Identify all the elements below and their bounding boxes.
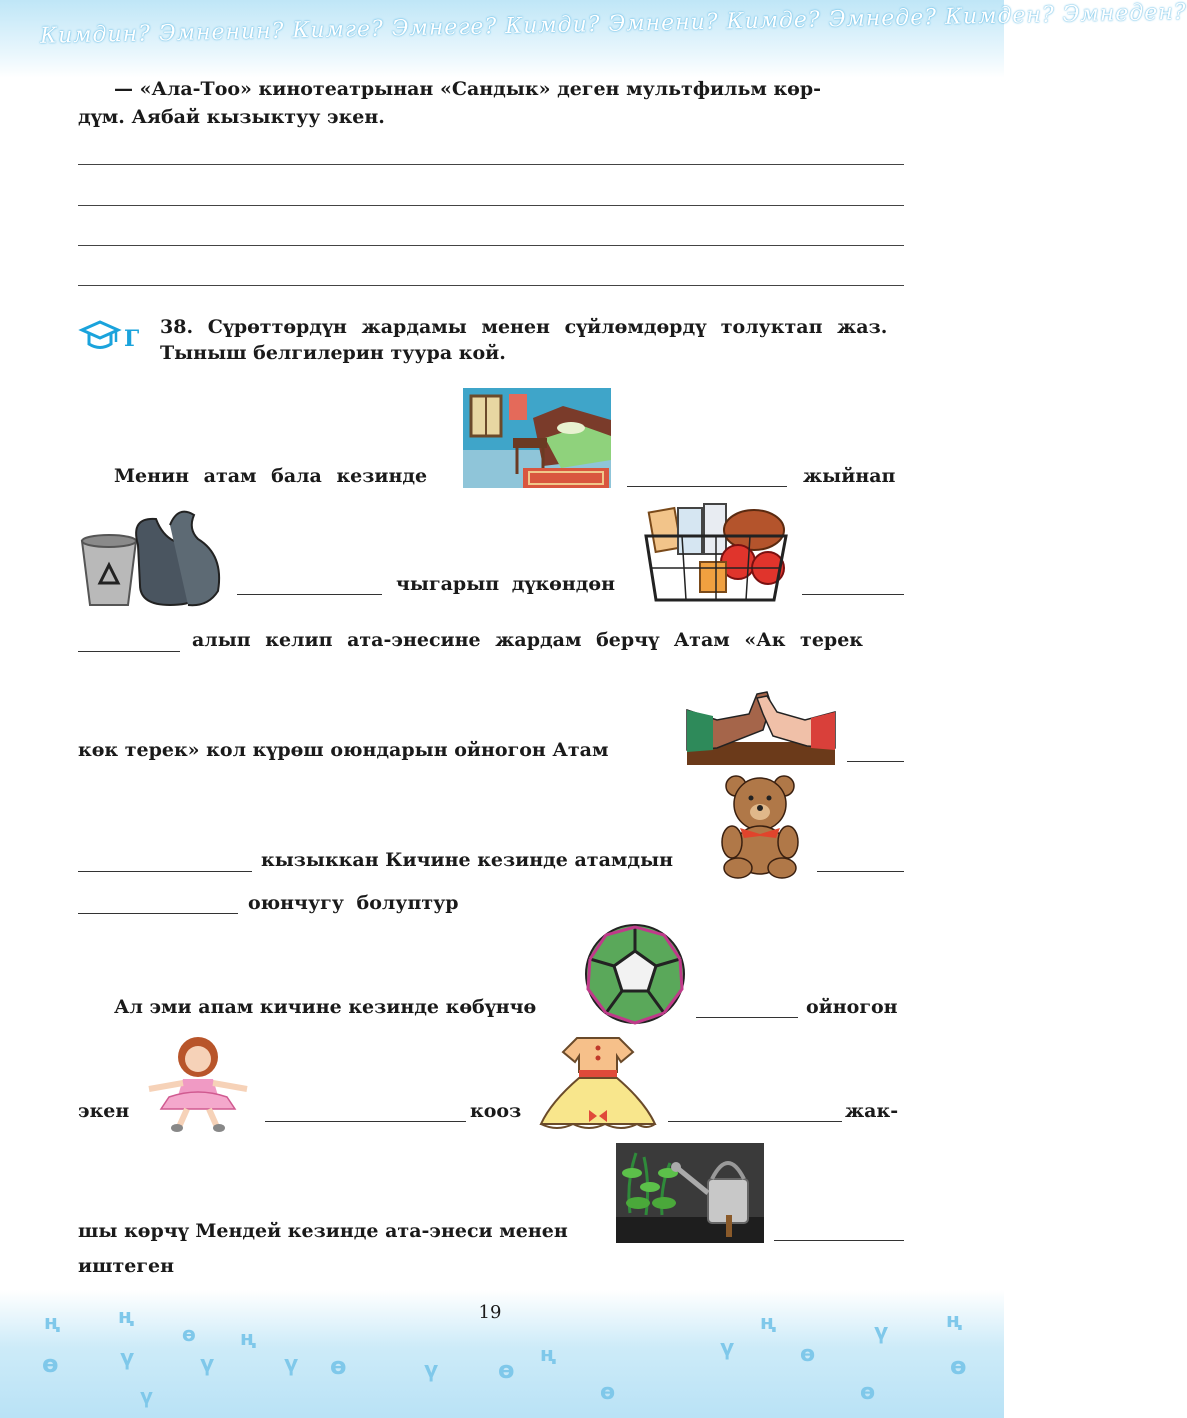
sentence-1: Менин атам бала кезинде <box>114 465 428 487</box>
sentence-2: жыйнап <box>803 465 896 487</box>
sentence-3: чыгарып дүкөндөн <box>396 573 616 595</box>
writing-line-4[interactable] <box>78 285 904 286</box>
intro-line-2: дүм. Аябай кызыктуу экен. <box>78 106 385 128</box>
teddy-bear-picture <box>718 772 804 880</box>
answer-blank-3[interactable] <box>802 594 904 595</box>
bedroom-picture <box>463 388 611 488</box>
writing-line-1[interactable] <box>78 164 904 165</box>
garden-picture <box>616 1143 764 1243</box>
writing-line-3[interactable] <box>78 245 904 246</box>
footer-letter: ү <box>120 1346 135 1371</box>
footer-letter: ү <box>424 1358 439 1383</box>
footer-letter: ң <box>760 1310 777 1334</box>
sentence-9: ойногон <box>806 996 898 1018</box>
footer-letter: ң <box>240 1326 257 1350</box>
exercise-number: 38. <box>160 316 194 338</box>
answer-blank-9[interactable] <box>696 1017 798 1018</box>
trash-picture <box>78 505 226 608</box>
sentence-14: иштеген <box>78 1255 175 1277</box>
sentence-13: шы көрчү Мендей кезинде ата-энеси менен <box>78 1220 568 1242</box>
answer-blank-8[interactable] <box>78 913 238 914</box>
footer-letter: ө <box>800 1342 816 1367</box>
answer-blank-4[interactable] <box>78 651 180 652</box>
footer-letter: ү <box>874 1320 889 1345</box>
exercise-task-text: Сүрөттөрдүн жардамы менен сүйлөмдөрдү толуктап жаз. <box>207 316 888 338</box>
footer-letter: ң <box>44 1310 61 1334</box>
footer-letter: ү <box>720 1336 735 1361</box>
sentence-6: кызыккан Кичине кезинде атамдын <box>261 849 674 871</box>
writing-line-2[interactable] <box>78 205 904 206</box>
answer-blank-5[interactable] <box>847 761 904 762</box>
footer-letter: ң <box>946 1308 963 1332</box>
sentence-7: оюнчугу болуптур <box>248 892 459 914</box>
sentence-12: жак- <box>845 1100 899 1122</box>
sentence-4: алып келип ата-энесине жардам берчү Атам «Ак терек <box>192 629 864 651</box>
footer-letter: ң <box>540 1342 557 1366</box>
footer-letter: ө <box>860 1380 876 1405</box>
answer-blank-10[interactable] <box>265 1121 466 1122</box>
exercise-task-line-2: Тыныш белгилерин туура кой. <box>160 342 506 364</box>
footer-letter: ө <box>330 1352 347 1380</box>
footer-letter: ү <box>200 1352 215 1377</box>
footer-letter: ө <box>498 1356 515 1384</box>
header-questions: Кимдин? Эмненин? Кимге? Эмнеге? Кимди? Эмнени? Кимде? Эмнеде? Кимден? Эмнеден? <box>39 0 1187 49</box>
answer-blank-1[interactable] <box>627 486 787 487</box>
exercise-type-letter: Г <box>124 326 140 352</box>
footer-letter: ү <box>140 1384 154 1408</box>
answer-blank-2[interactable] <box>237 594 382 595</box>
answer-blank-6[interactable] <box>78 871 252 872</box>
footer-letter: ө <box>42 1350 59 1378</box>
sentence-11: кооз <box>470 1100 522 1122</box>
graduation-cap-icon <box>80 318 124 358</box>
answer-blank-7[interactable] <box>817 871 904 872</box>
footer-letter: ө <box>950 1352 967 1380</box>
footer-letter: ө <box>600 1380 616 1405</box>
footer-letter: ө <box>182 1322 196 1346</box>
dress-picture <box>537 1032 659 1134</box>
intro-line-1: — «Ала-Тоо» кинотеатрынан «Сандык» деген мультфильм көр- <box>114 78 822 100</box>
page-number: 19 <box>478 1302 502 1323</box>
footer-letter: ү <box>284 1352 299 1377</box>
sentence-10: экен <box>78 1100 130 1122</box>
groceries-picture <box>642 500 788 605</box>
ball-picture <box>584 923 686 1025</box>
footer-letter: ң <box>118 1304 135 1328</box>
doll-picture <box>143 1035 253 1132</box>
sentence-5: көк терек» кол күрөш оюндарын ойногон Атам <box>78 739 609 761</box>
answer-blank-11[interactable] <box>668 1121 842 1122</box>
sentence-8: Ал эми апам кичине кезинде көбүнчө <box>114 996 537 1018</box>
answer-blank-12[interactable] <box>774 1240 904 1241</box>
arm-wrestling-picture <box>687 690 835 765</box>
